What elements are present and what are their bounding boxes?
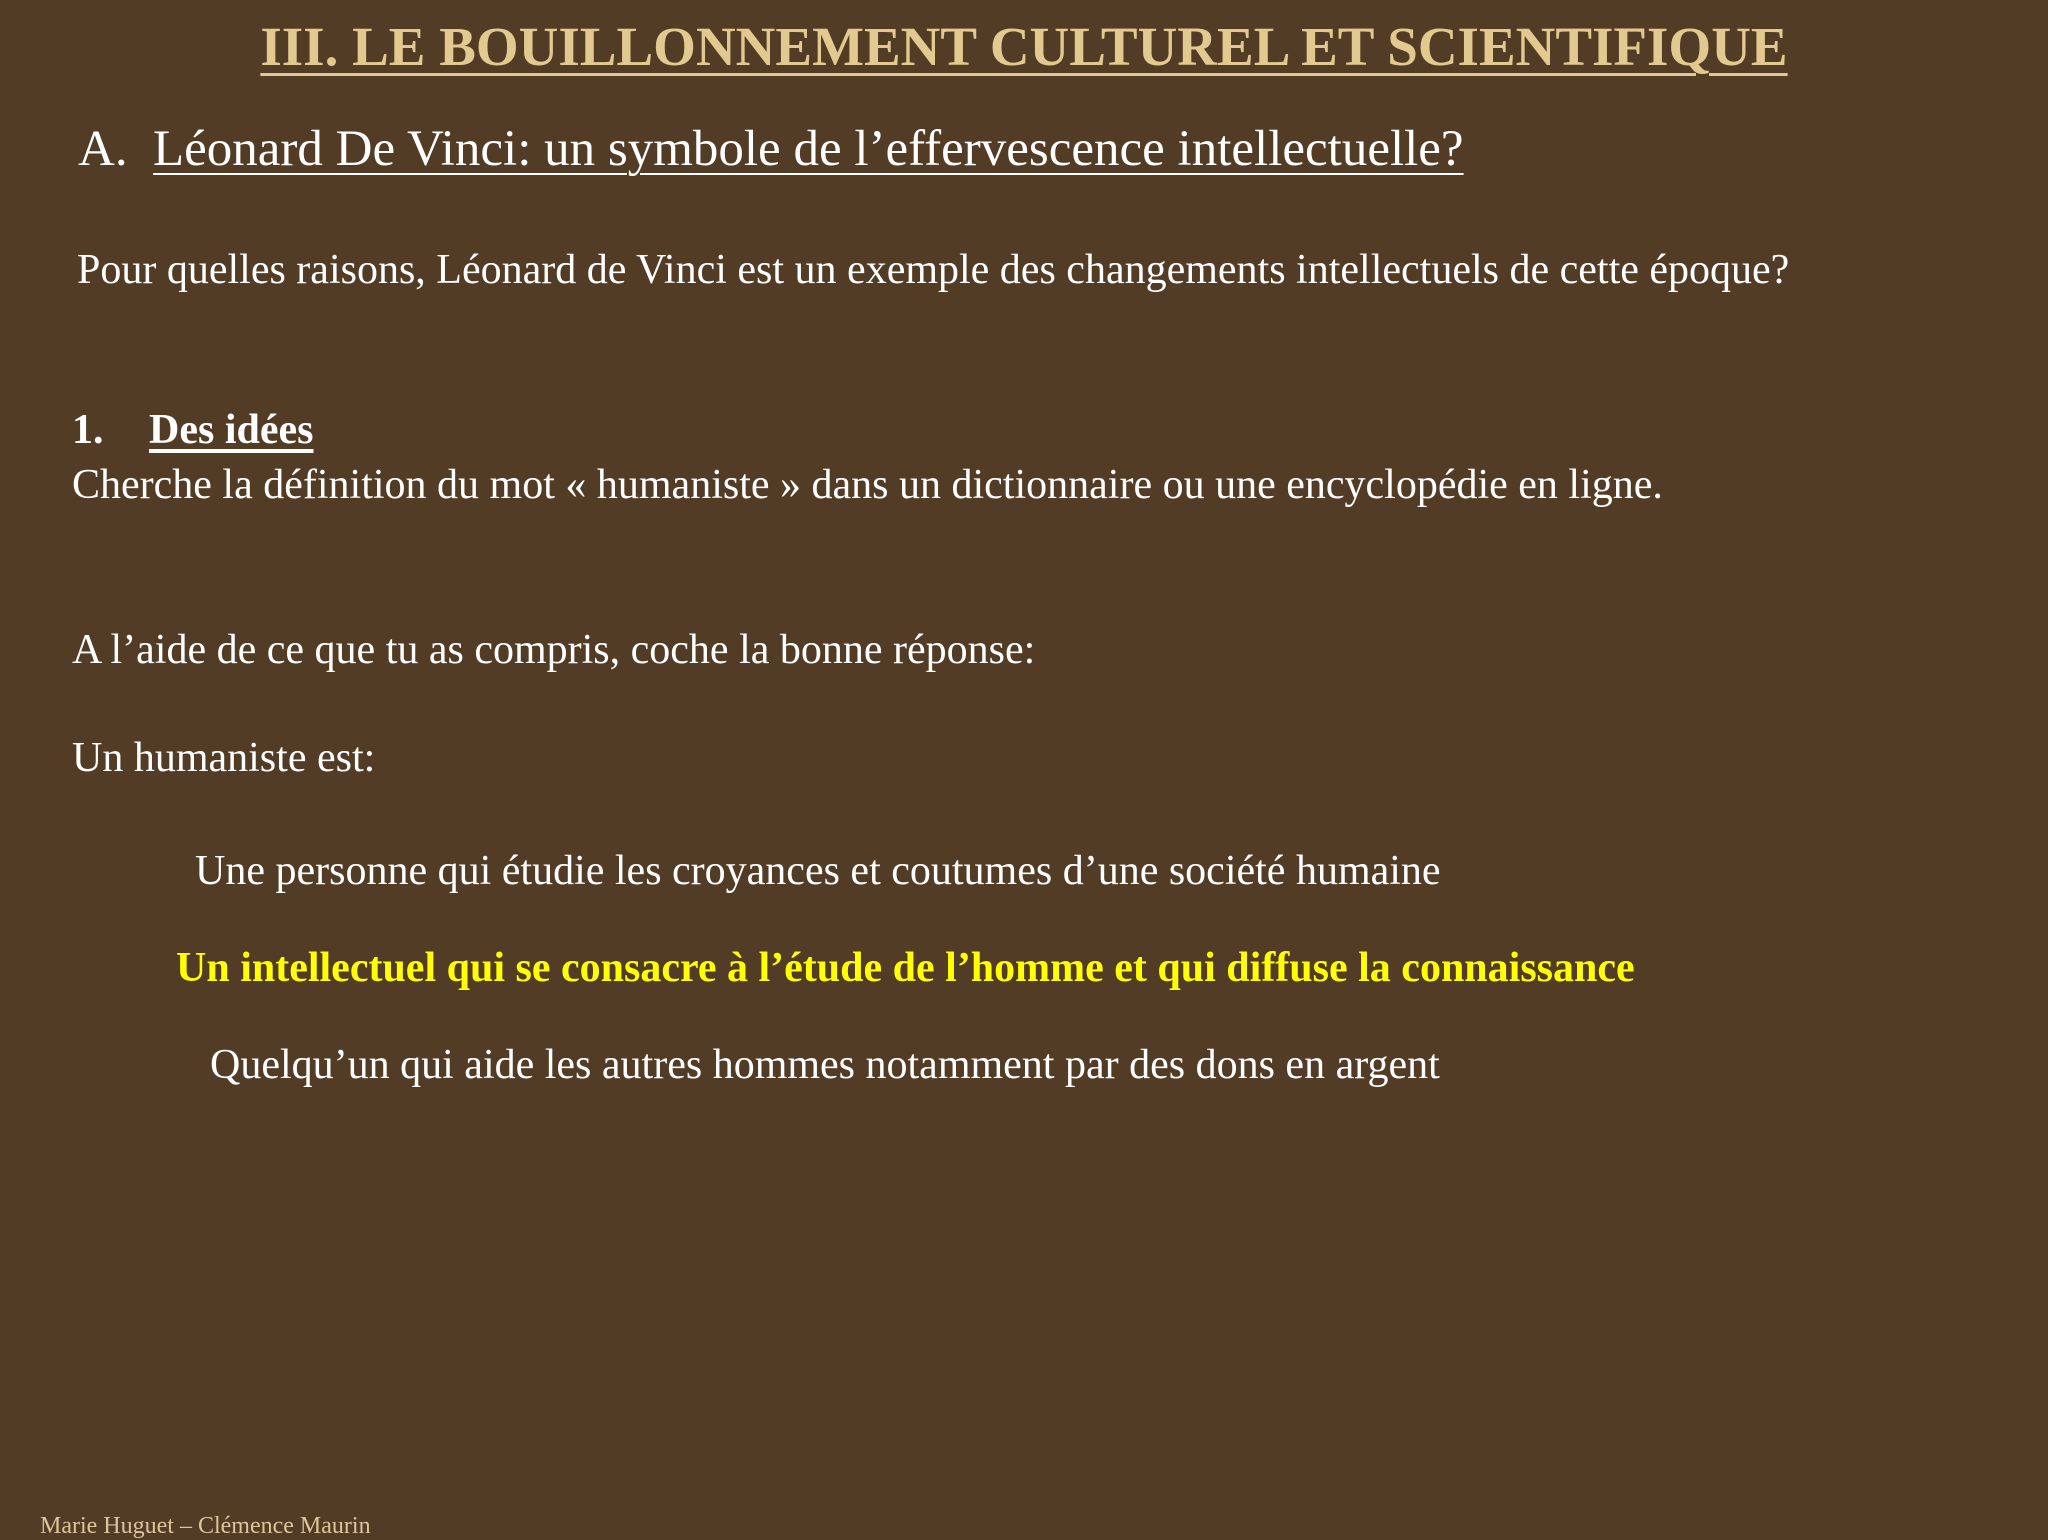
slide-title	[0, 14, 2048, 80]
instruction-check-answer: A l’aide de ce que tu as compris, coche la bonne réponse:	[72, 627, 1036, 673]
question-prompt: Un humaniste est:	[72, 735, 376, 781]
slide-title-text: III. LE BOUILLONNEMENT CULTUREL ET SCIENTIFIQUE	[260, 16, 1788, 77]
subsection-heading	[72, 404, 313, 456]
instruction-definition: Cherche la définition du mot « humaniste » dans un dictionnaire ou une encyclopédie en ligne.	[72, 462, 1663, 508]
answer-choice-2-correct[interactable]: Un intellectuel qui se consacre à l’étude de l’homme et qui diffuse la connaissance	[176, 945, 1635, 991]
answer-choice-1[interactable]: Une personne qui étudie les croyances et coutumes d’une société humaine	[195, 848, 1441, 894]
section-heading-text: Léonard De Vinci: un symbole de l’effervescence intellectuelle?	[153, 121, 1464, 177]
footer-authors: Marie Huguet – Clémence Maurin	[40, 1513, 371, 1539]
section-heading-letter: A.	[78, 121, 128, 177]
section-heading	[78, 118, 1464, 180]
subsection-number: 1.	[72, 407, 104, 453]
answer-choice-3[interactable]: Quelqu’un qui aide les autres hommes notamment par des dons en argent	[210, 1042, 1440, 1088]
subsection-label: Des idées	[149, 407, 314, 453]
guiding-question: Pour quelles raisons, Léonard de Vinci est un exemple des changements intellectuels de cette époque?	[77, 247, 1790, 293]
